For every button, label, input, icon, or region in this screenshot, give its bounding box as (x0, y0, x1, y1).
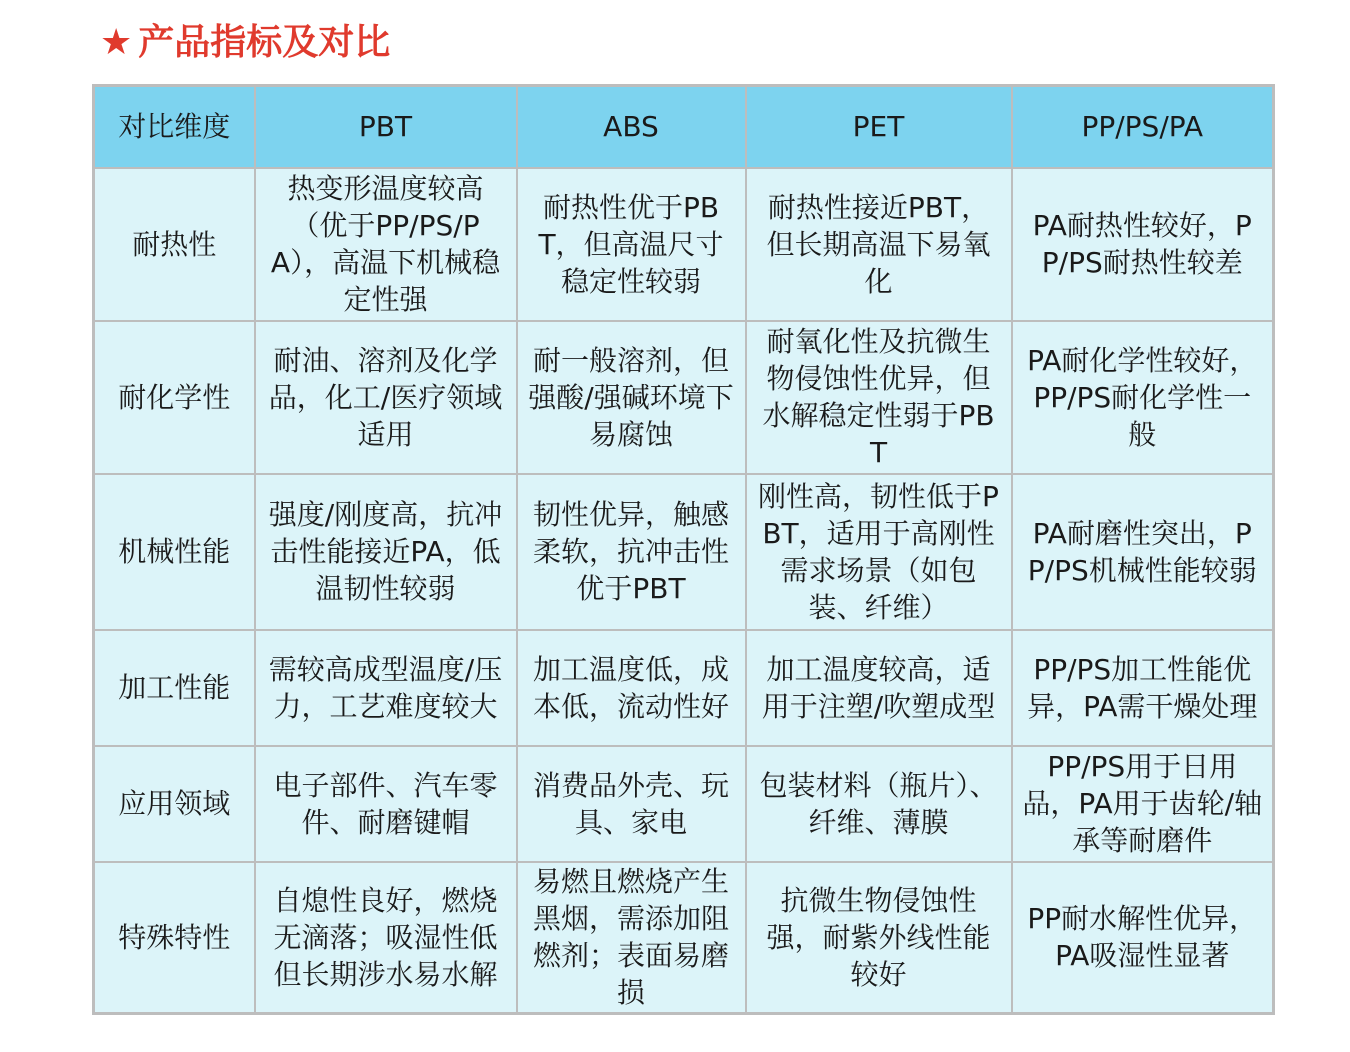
cell-pet: 包装材料（瓶片）、纤维、薄膜 (746, 746, 1012, 862)
cell-abs: 耐热性优于PBT，但高温尺寸稳定性较弱 (517, 168, 746, 321)
table-row (94, 746, 1274, 862)
page-title-text: 产品指标及对比 (138, 22, 391, 63)
header-pp-ps-pa: PP/PS/PA (1012, 86, 1274, 168)
cell-pbt: 电子部件、汽车零件、耐磨键帽 (255, 746, 517, 862)
cell-abs: 耐一般溶剂，但强酸/强碱环境下易腐蚀 (517, 321, 746, 474)
star-icon: ★ (100, 22, 133, 63)
table-row (94, 474, 1274, 630)
header-dimension: 对比维度 (94, 86, 255, 168)
cell-abs: 易燃且燃烧产生黑烟，需添加阻燃剂；表面易磨损 (517, 862, 746, 1014)
cell-pp-ps-pa: PA耐磨性突出，PP/PS机械性能较弱 (1012, 474, 1274, 630)
table-row (94, 168, 1274, 321)
table-header-row (94, 86, 1274, 168)
header-pet: PET (746, 86, 1012, 168)
cell-pet: 耐氧化性及抗微生物侵蚀性优异，但水解稳定性弱于PBT (746, 321, 1012, 474)
cell-pbt: 自熄性良好，燃烧无滴落；吸湿性低但长期涉水易水解 (255, 862, 517, 1014)
cell-pp-ps-pa: PP/PS加工性能优异，PA需干燥处理 (1012, 630, 1274, 746)
cell-abs: 消费品外壳、玩具、家电 (517, 746, 746, 862)
header-abs: ABS (517, 86, 746, 168)
cell-abs: 加工温度低，成本低，流动性好 (517, 630, 746, 746)
cell-pbt: 强度/刚度高，抗冲击性能接近PA，低温韧性较弱 (255, 474, 517, 630)
comparison-table (92, 84, 1275, 1015)
row-label: 加工性能 (94, 630, 255, 746)
cell-abs: 韧性优异，触感柔软，抗冲击性优于PBT (517, 474, 746, 630)
cell-pp-ps-pa: PP/PS用于日用品，PA用于齿轮/轴承等耐磨件 (1012, 746, 1274, 862)
row-label: 耐热性 (94, 168, 255, 321)
row-label: 特殊特性 (94, 862, 255, 1014)
row-label: 机械性能 (94, 474, 255, 630)
page-title (100, 18, 390, 68)
cell-pbt: 需较高成型温度/压力，工艺难度较大 (255, 630, 517, 746)
cell-pbt: 热变形温度较高（优于PP/PS/PA），高温下机械稳定性强 (255, 168, 517, 321)
table-row (94, 630, 1274, 746)
table-row (94, 321, 1274, 474)
cell-pet: 耐热性接近PBT，但长期高温下易氧化 (746, 168, 1012, 321)
row-label: 应用领域 (94, 746, 255, 862)
table-row (94, 862, 1274, 1014)
cell-pp-ps-pa: PP耐水解性优异，PA吸湿性显著 (1012, 862, 1274, 1014)
header-pbt: PBT (255, 86, 517, 168)
cell-pet: 加工温度较高，适用于注塑/吹塑成型 (746, 630, 1012, 746)
cell-pp-ps-pa: PA耐热性较好，PP/PS耐热性较差 (1012, 168, 1274, 321)
cell-pp-ps-pa: PA耐化学性较好，PP/PS耐化学性一般 (1012, 321, 1274, 474)
cell-pet: 刚性高，韧性低于PBT，适用于高刚性需求场景（如包装、纤维） (746, 474, 1012, 630)
cell-pet: 抗微生物侵蚀性强，耐紫外线性能较好 (746, 862, 1012, 1014)
row-label: 耐化学性 (94, 321, 255, 474)
cell-pbt: 耐油、溶剂及化学品，化工/医疗领域适用 (255, 321, 517, 474)
